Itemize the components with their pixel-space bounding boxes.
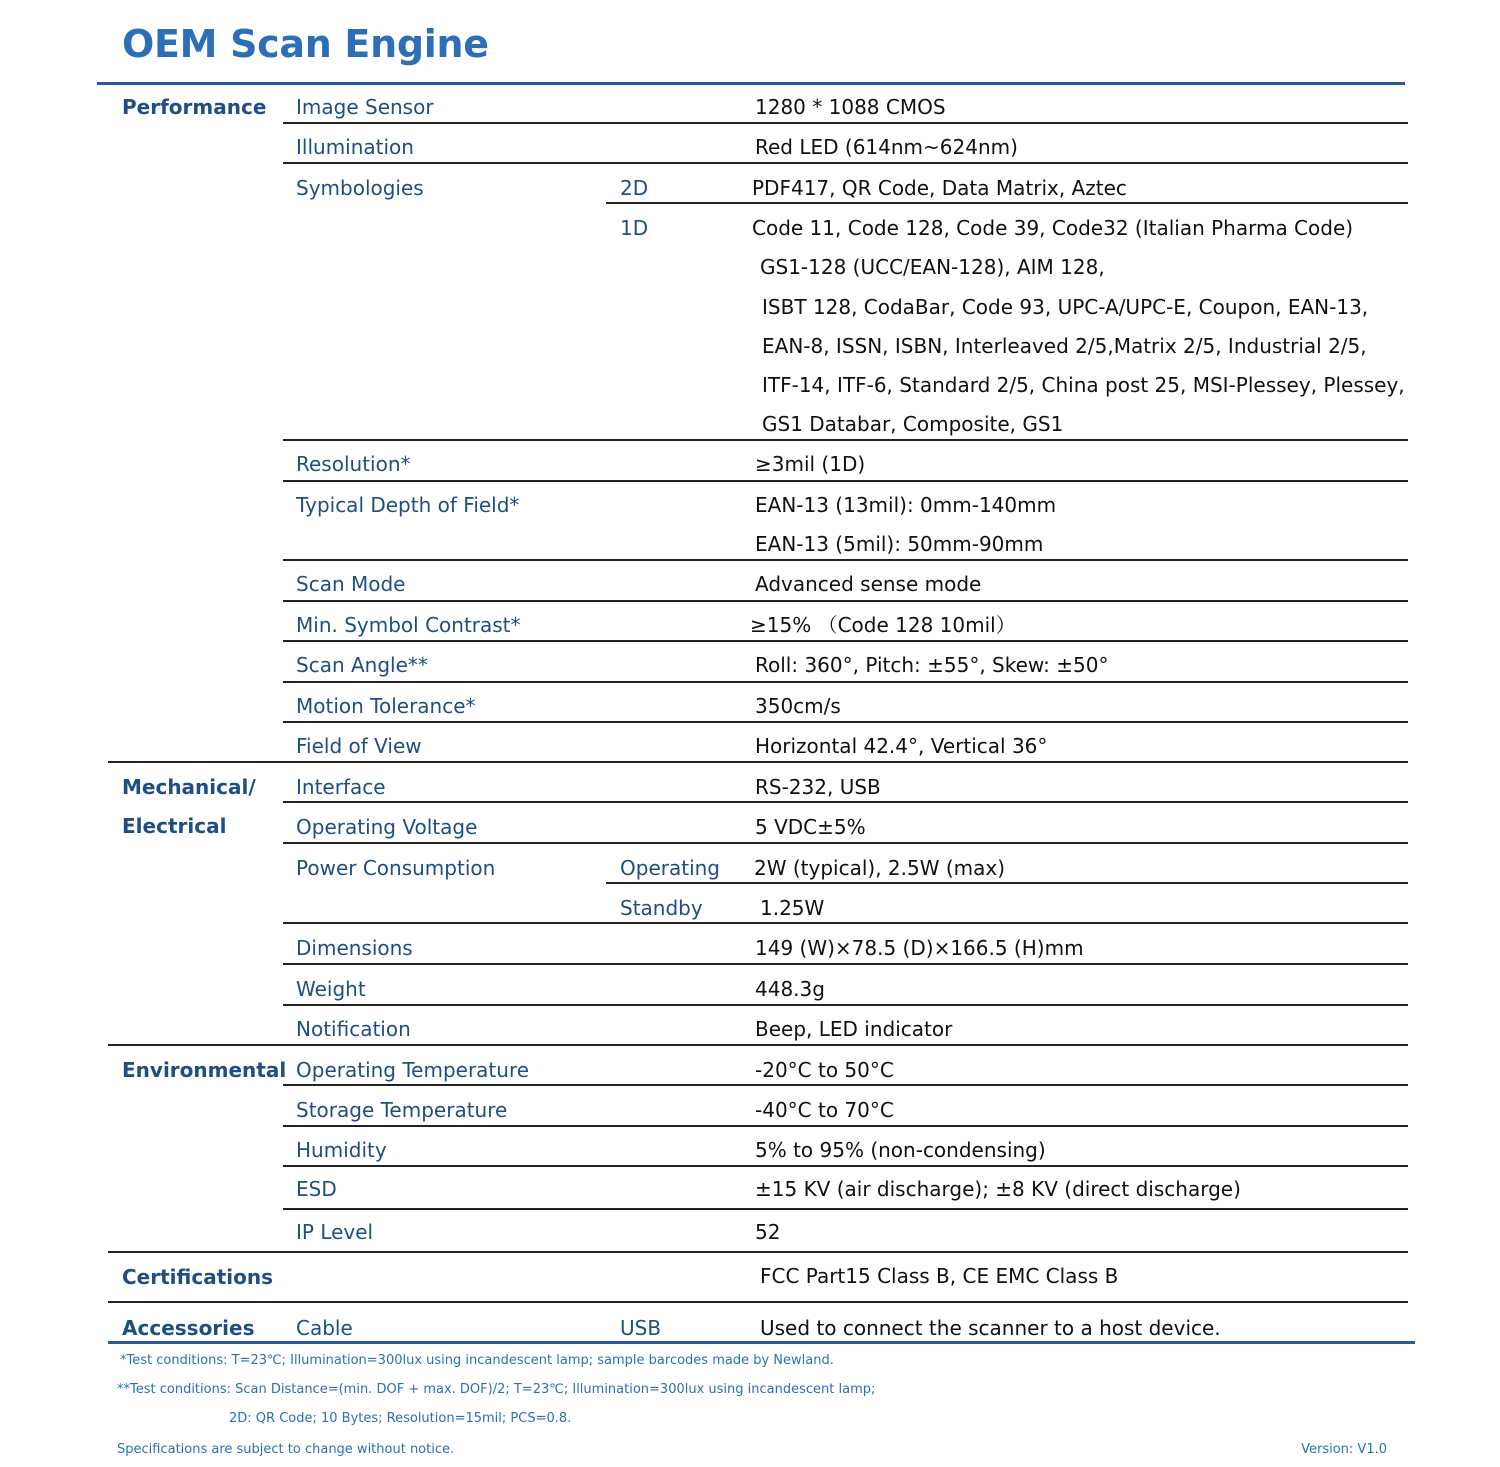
row-divider (283, 122, 1408, 124)
spec-label-depth-of-field: Typical Depth of Field* (296, 493, 520, 517)
spec-value-depth-of-field-2: EAN-13 (5mil): 50mm-90mm (755, 532, 1044, 556)
spec-label-voltage: Operating Voltage (296, 815, 478, 839)
row-divider (606, 882, 1408, 884)
page-title: OEM Scan Engine (122, 22, 489, 66)
row-divider (283, 801, 1408, 803)
spec-value-scan-angle: Roll: 360°, Pitch: ±55°, Skew: ±50° (755, 653, 1109, 677)
version-label: Version: V1.0 (1301, 1442, 1387, 1457)
spec-value-contrast: ≥15% （Code 128 10mil） (750, 613, 1016, 637)
spec-sub-usb: USB (620, 1316, 662, 1340)
category-accessories: Accessories (122, 1316, 255, 1340)
spec-value-humidity: 5% to 95% (non-condensing) (755, 1138, 1046, 1162)
row-divider (283, 1165, 1408, 1167)
spec-value-depth-of-field-1: EAN-13 (13mil): 0mm-140mm (755, 493, 1057, 517)
row-divider (283, 600, 1408, 602)
spec-value-notification: Beep, LED indicator (755, 1017, 953, 1041)
spec-value-1d-line: ITF-14, ITF-6, Standard 2/5, China post 25, MSI-Plessey, Plessey, (762, 373, 1405, 397)
spec-label-contrast: Min. Symbol Contrast* (296, 613, 521, 637)
row-divider (283, 640, 1408, 642)
spec-label-resolution: Resolution* (296, 452, 411, 476)
spec-label-humidity: Humidity (296, 1138, 387, 1162)
category-environmental: Environmental (122, 1058, 287, 1082)
row-divider (606, 202, 1408, 204)
spec-value-scan-mode: Advanced sense mode (755, 572, 982, 596)
row-divider (283, 162, 1408, 164)
spec-label-ip: IP Level (296, 1220, 374, 1244)
spec-label-interface: Interface (296, 775, 386, 799)
spec-value-op-temp: -20°C to 50°C (755, 1058, 894, 1082)
section-divider (108, 1251, 1408, 1253)
spec-value-interface: RS-232, USB (755, 775, 881, 799)
spec-label-image-sensor: Image Sensor (296, 95, 434, 119)
footnote-1: *Test conditions: T=23℃; Illumination=300lux using incandescent lamp; sample barcodes made by Newland. (120, 1353, 834, 1368)
row-divider (283, 922, 1408, 924)
spec-sub-2d: 2D (620, 176, 649, 200)
spec-sub-1d: 1D (620, 216, 649, 240)
spec-label-symbologies: Symbologies (296, 176, 424, 200)
spec-value-motion: 350cm/s (755, 694, 841, 718)
row-divider (283, 721, 1408, 723)
spec-value-certifications: FCC Part15 Class B, CE EMC Class B (760, 1264, 1119, 1288)
spec-value-1d-line: GS1 Databar, Composite, GS1 (762, 412, 1064, 436)
spec-value-1d-line: GS1-128 (UCC/EAN-128), AIM 128, (760, 255, 1105, 279)
spec-value-2d: PDF417, QR Code, Data Matrix, Aztec (752, 176, 1127, 200)
title-rule (97, 82, 1405, 85)
row-divider (283, 1004, 1408, 1006)
spec-value-image-sensor: 1280 * 1088 CMOS (755, 95, 946, 119)
spec-sub-operating: Operating (620, 856, 720, 880)
bottom-rule (108, 1341, 1415, 1344)
spec-value-dimensions: 149 (W)×78.5 (D)×166.5 (H)mm (755, 936, 1084, 960)
spec-value-illumination: Red LED (614nm~624nm) (755, 135, 1018, 159)
category-mechanical: Mechanical/ (122, 775, 256, 799)
spec-sub-standby: Standby (620, 896, 703, 920)
spec-value-fov: Horizontal 42.4°, Vertical 36° (755, 734, 1048, 758)
spec-label-storage-temp: Storage Temperature (296, 1098, 508, 1122)
spec-label-scan-mode: Scan Mode (296, 572, 406, 596)
spec-label-fov: Field of View (296, 734, 422, 758)
spec-label-dimensions: Dimensions (296, 936, 413, 960)
spec-value-weight: 448.3g (755, 977, 825, 1001)
spec-value-power-operating: 2W (typical), 2.5W (max) (754, 856, 1006, 880)
spec-value-1d-line: ISBT 128, CodaBar, Code 93, UPC-A/UPC-E, Coupon, EAN-13, (762, 295, 1369, 319)
row-divider (283, 1208, 1408, 1210)
spec-label-notification: Notification (296, 1017, 411, 1041)
spec-label-scan-angle: Scan Angle** (296, 653, 428, 677)
spec-label-power: Power Consumption (296, 856, 496, 880)
row-divider (283, 842, 1408, 844)
category-performance: Performance (122, 95, 267, 119)
spec-value-resolution: ≥3mil (1D) (755, 452, 866, 476)
spec-value-1d-line: EAN-8, ISSN, ISBN, Interleaved 2/5,Matrix 2/5, Industrial 2/5, (762, 334, 1367, 358)
spec-value-storage-temp: -40°C to 70°C (755, 1098, 894, 1122)
spec-label-op-temp: Operating Temperature (296, 1058, 530, 1082)
row-divider (283, 1125, 1408, 1127)
section-divider (108, 1044, 1408, 1046)
spec-value-cable: Used to connect the scanner to a host device. (760, 1316, 1221, 1340)
row-divider (283, 681, 1408, 683)
section-divider (108, 761, 1408, 763)
section-divider (108, 1301, 1408, 1303)
spec-value-esd: ±15 KV (air discharge); ±8 KV (direct discharge) (755, 1177, 1241, 1201)
spec-label-motion: Motion Tolerance* (296, 694, 476, 718)
row-divider (283, 559, 1408, 561)
category-certifications: Certifications (122, 1265, 273, 1289)
row-divider (283, 480, 1408, 482)
footnote-3: 2D: QR Code; 10 Bytes; Resolution=15mil; PCS=0.8. (229, 1411, 572, 1426)
row-divider (283, 963, 1408, 965)
spec-value-power-standby: 1.25W (760, 896, 825, 920)
footnote-2: **Test conditions: Scan Distance=(min. DOF + max. DOF)/2; T=23℃; Illumination=300lux using incandescent lamp; (117, 1382, 876, 1397)
category-electrical: Electrical (122, 814, 227, 838)
row-divider (283, 439, 1408, 441)
row-divider (283, 1084, 1408, 1086)
spec-value-ip: 52 (755, 1220, 781, 1244)
spec-label-weight: Weight (296, 977, 366, 1001)
spec-value-1d-line: Code 11, Code 128, Code 39, Code32 (Italian Pharma Code) (752, 216, 1354, 240)
spec-value-voltage: 5 VDC±5% (755, 815, 866, 839)
spec-label-illumination: Illumination (296, 135, 414, 159)
spec-label-esd: ESD (296, 1177, 337, 1201)
spec-label-cable: Cable (296, 1316, 353, 1340)
disclaimer: Specifications are subject to change without notice. (117, 1442, 455, 1457)
